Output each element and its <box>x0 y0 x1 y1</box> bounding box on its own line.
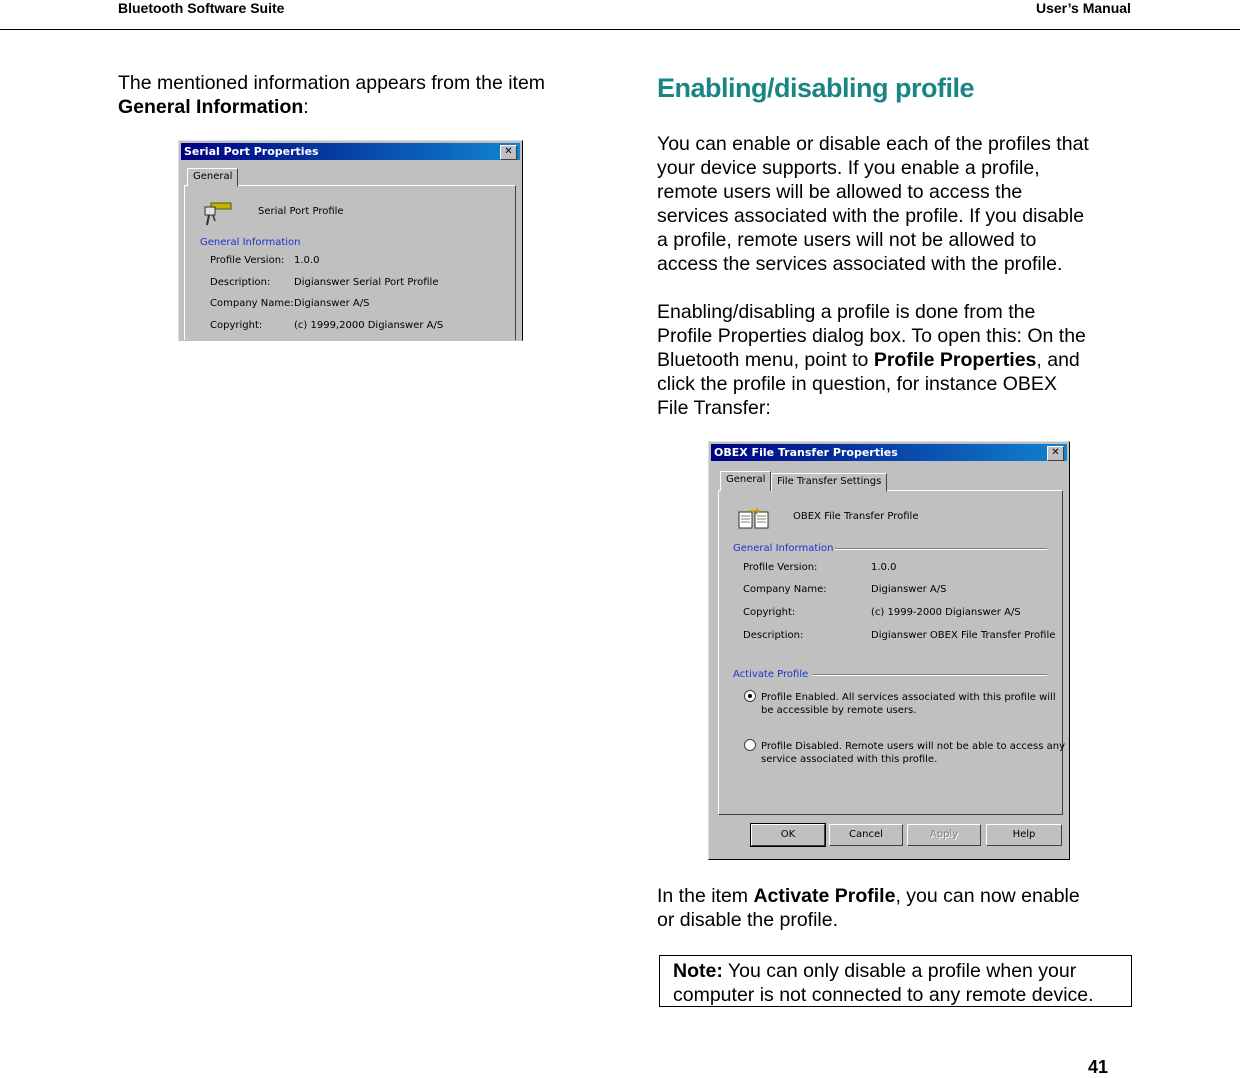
para1-line: You can enable or disable each of the profiles that <box>657 133 1089 155</box>
tab-general[interactable]: General <box>720 471 771 491</box>
para1-line: remote users will be allowed to access the <box>657 181 1023 203</box>
note-text: You can only disable a profile when your <box>722 960 1077 982</box>
obex-dialog-titlebar <box>711 444 1067 461</box>
page-number: 41 <box>1088 1057 1109 1077</box>
serial-dialog-titlebar <box>181 143 520 160</box>
obex-row-label: Description: <box>743 630 804 641</box>
obex-dialog-title: OBEX File Transfer Properties <box>714 446 898 459</box>
ok-button[interactable]: OK <box>751 824 825 846</box>
group-divider <box>835 548 1047 550</box>
para3-text: In the item <box>657 885 754 907</box>
page-header <box>0 0 1240 30</box>
profile-disabled-label[interactable] <box>761 740 1065 766</box>
serial-row-label: Profile Version: <box>210 255 285 266</box>
para1-line: a profile, remote users will not be allowed to <box>657 229 1037 251</box>
header-manual: User’s Manual <box>1036 0 1131 16</box>
serial-cable-icon <box>203 201 235 227</box>
paragraph-1 <box>657 132 1132 276</box>
para1-line: services associated with the profile. If you disable <box>657 205 1085 227</box>
radio-text: Profile Enabled. All services associated with this profile will <box>761 692 1056 703</box>
note-label: Note: <box>673 960 723 982</box>
para2-line: File Transfer: <box>657 397 771 419</box>
serial-profile-name: Serial Port Profile <box>258 206 344 217</box>
tab-general[interactable]: General <box>187 168 238 187</box>
para2-line: click the profile in question, for instance OBEX <box>657 373 1057 395</box>
intro-tail: : <box>303 96 309 118</box>
help-button[interactable]: Help <box>986 824 1062 846</box>
obex-row-label: Profile Version: <box>743 562 818 573</box>
close-icon[interactable]: ✕ <box>500 145 517 160</box>
serial-row-label: Copyright: <box>210 320 263 331</box>
profile-enabled-radio[interactable] <box>744 690 756 702</box>
para2-line: Profile Properties dialog box. To open this: On the <box>657 325 1086 347</box>
para2-line: Enabling/disabling a profile is done from the <box>657 301 1036 323</box>
close-icon[interactable]: ✕ <box>1047 446 1064 461</box>
radio-text: service associated with this profile. <box>761 754 938 765</box>
intro-bold: General Information <box>118 96 304 118</box>
note-box <box>659 955 1132 1007</box>
serial-port-dialog <box>178 140 523 341</box>
obex-row-value: (c) 1999-2000 Digianswer A/S <box>871 607 1021 618</box>
folder-transfer-icon <box>737 508 771 532</box>
serial-row-value: Digianswer A/S <box>294 298 370 309</box>
radio-text: be accessible by remote users. <box>761 705 917 716</box>
obex-row-value: Digianswer OBEX File Transfer Profile <box>871 630 1056 641</box>
para3-bold: Activate Profile <box>753 885 896 907</box>
obex-row-label: Company Name: <box>743 584 827 595</box>
tab-file-transfer-settings[interactable]: File Transfer Settings <box>771 473 887 492</box>
serial-row-value: 1.0.0 <box>294 255 320 266</box>
radio-text: Profile Disabled. Remote users will not be able to access any <box>761 741 1066 752</box>
serial-row-label: Description: <box>210 277 271 288</box>
profile-enabled-label[interactable] <box>761 691 1056 717</box>
profile-disabled-radio[interactable] <box>744 739 756 751</box>
cancel-button[interactable]: Cancel <box>829 824 903 846</box>
group-divider <box>813 674 1047 676</box>
paragraph-2 <box>657 300 1132 420</box>
serial-dialog-title: Serial Port Properties <box>184 145 319 158</box>
obex-properties-dialog <box>708 441 1070 860</box>
para1-line: access the services associated with the profile. <box>657 253 1063 275</box>
para2-line: Bluetooth menu, point to <box>657 349 874 371</box>
para3-text: or disable the profile. <box>657 909 839 931</box>
obex-row-label: Copyright: <box>743 607 796 618</box>
para2-bold: Profile Properties <box>873 349 1037 371</box>
paragraph-3 <box>657 884 1132 932</box>
obex-profile-name: OBEX File Transfer Profile <box>793 511 919 522</box>
obex-tab-panel <box>718 490 1066 815</box>
para3-text: , you can now enable <box>895 885 1080 907</box>
serial-group-title: General Information <box>200 237 301 248</box>
note-text: computer is not connected to any remote device. <box>673 984 1094 1006</box>
intro-paragraph <box>118 71 588 119</box>
obex-group-activate: Activate Profile <box>733 669 809 680</box>
obex-group-info: General Information <box>733 543 834 554</box>
obex-row-value: Digianswer A/S <box>871 584 947 595</box>
section-heading: Enabling/disabling profile <box>657 73 975 103</box>
serial-row-value: Digianswer Serial Port Profile <box>294 277 439 288</box>
serial-row-label: Company Name: <box>210 298 294 309</box>
intro-text: The mentioned information appears from the item <box>118 72 546 94</box>
header-title: Bluetooth Software Suite <box>118 0 285 16</box>
para1-line: your device supports. If you enable a profile, <box>657 157 1040 179</box>
apply-button[interactable]: Apply <box>907 824 981 846</box>
para2-line: , and <box>1036 349 1080 371</box>
obex-row-value: 1.0.0 <box>871 562 897 573</box>
serial-row-value: (c) 1999,2000 Digianswer A/S <box>294 320 444 331</box>
